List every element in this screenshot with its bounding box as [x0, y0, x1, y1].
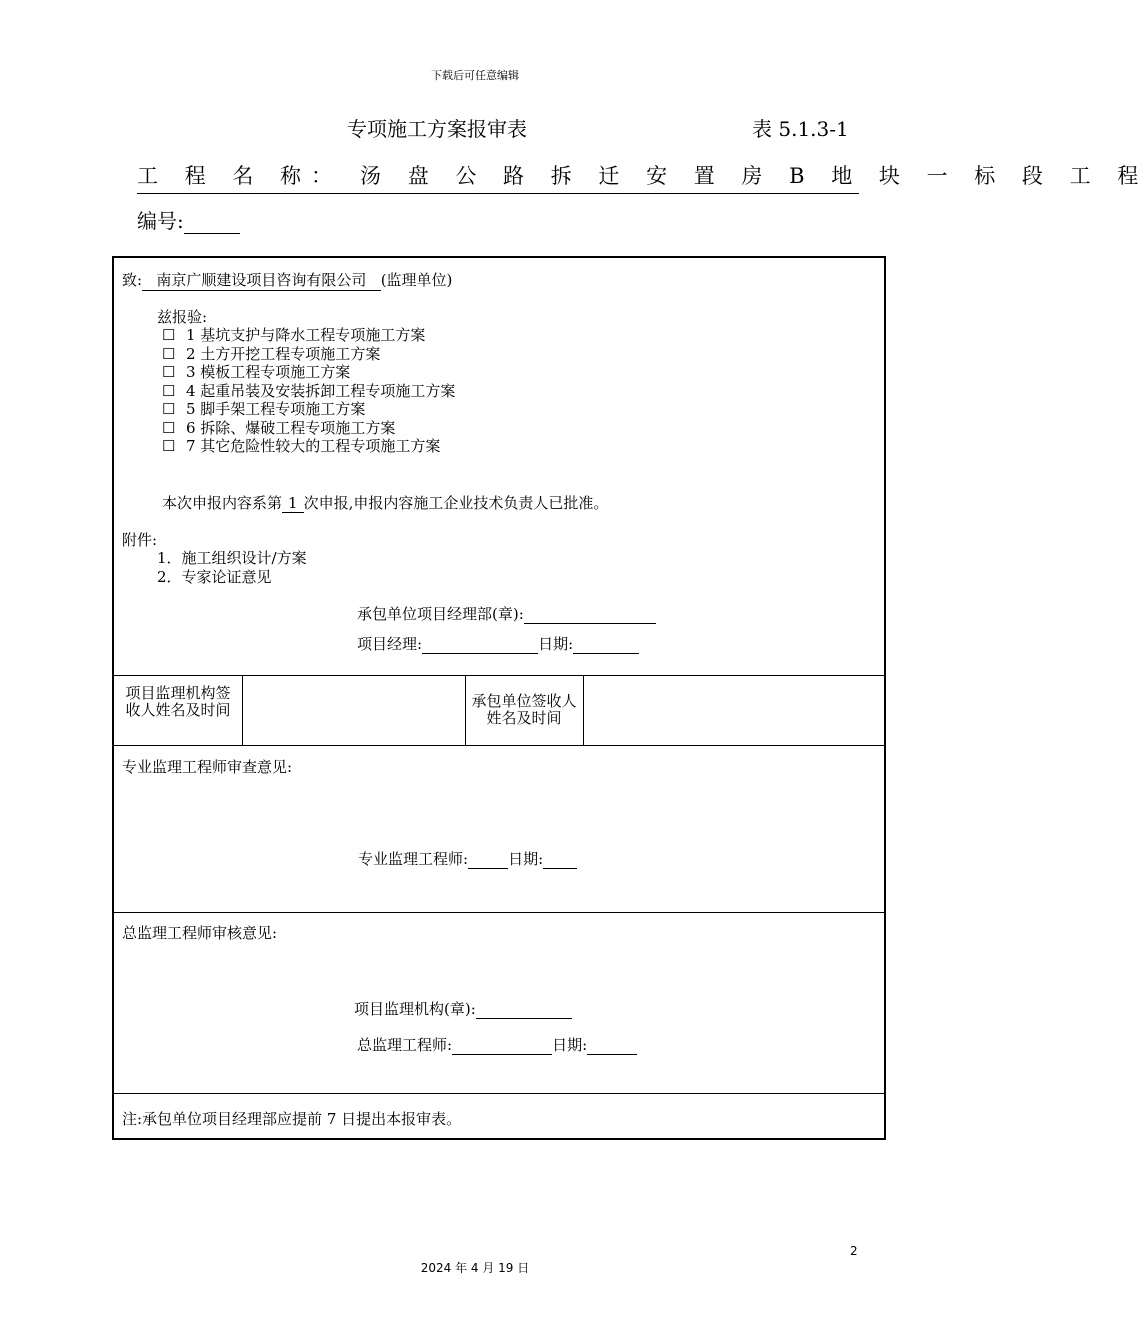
review-form-table: [112, 256, 886, 1140]
checkbox-icon[interactable]: ☐: [162, 326, 176, 344]
supervision-org-seal: 项目监理机构(章):: [354, 998, 572, 1019]
checkbox-icon[interactable]: ☐: [162, 363, 176, 381]
number-line: [137, 205, 240, 234]
engineer-signature: 专业监理工程师: 日期:: [358, 848, 577, 869]
divider: [583, 675, 584, 745]
form-note: 注:承包单位项目经理部应提前 7 日提出本报审表。: [122, 1110, 462, 1128]
plan-item: ☐ 1 基坑支护与降水工程专项施工方案: [162, 326, 426, 344]
chief-engineer-signature: 总监理工程师: 日期:: [357, 1034, 637, 1055]
header-note: 下载后可任意编辑: [431, 69, 519, 82]
addressee-line: [122, 269, 452, 291]
checkbox-icon[interactable]: ☐: [162, 382, 176, 400]
checkbox-icon[interactable]: ☐: [162, 400, 176, 418]
chief-review-label: 总监理工程师审核意见:: [122, 924, 278, 942]
addressee-suffix: (监理单位): [380, 271, 453, 289]
addressee-prefix: 致:: [122, 271, 143, 289]
divider: [114, 675, 884, 676]
project-name-value: 汤 盘 公 路 拆 迁 安 置 房 B 地 块 一 标 段 工 程: [360, 164, 1148, 188]
plan-item: ☐ 5 脚手架工程专项施工方案: [162, 400, 366, 418]
plan-item: ☐ 2 土方开挖工程专项施工方案: [162, 345, 381, 363]
divider: [114, 745, 884, 746]
supervision-sign-label: 项目监理机构签收人姓名及时间: [125, 684, 231, 719]
attachment-item: 2．专家论证意见: [157, 568, 272, 586]
attachment-item: 1．施工组织设计/方案: [157, 549, 307, 567]
project-manager-signature: 项目经理: 日期:: [357, 633, 639, 654]
page-number: 2: [850, 1244, 858, 1258]
form-title: 专项施工方案报审表: [347, 117, 527, 141]
checkbox-icon[interactable]: ☐: [162, 345, 176, 363]
checkbox-icon[interactable]: ☐: [162, 437, 176, 455]
divider: [114, 912, 884, 913]
number-label: 编号:: [137, 209, 184, 233]
divider: [114, 1093, 884, 1094]
engineer-review-label: 专业监理工程师审查意见:: [122, 758, 293, 776]
plan-item: ☐ 3 模板工程专项施工方案: [162, 363, 351, 381]
form-code: 表 5.1.3-1: [752, 117, 849, 141]
contractor-sign-label: 承包单位签收人姓名及时间: [471, 692, 577, 727]
submit-intro: 兹报验:: [157, 308, 208, 326]
footer-date: 2024 年 4 月 19 日: [420, 1261, 530, 1275]
plan-item: ☐ 4 起重吊装及安装拆卸工程专项施工方案: [162, 382, 456, 400]
divider: [242, 675, 243, 745]
project-name-label: 工 程 名 称：: [137, 164, 343, 188]
plan-item: ☐ 7 其它危险性较大的工程专项施工方案: [162, 437, 441, 455]
checkbox-icon[interactable]: ☐: [162, 419, 176, 437]
divider: [465, 675, 466, 745]
project-name-line: [137, 160, 1148, 194]
submission-count: 1: [282, 494, 304, 513]
plan-item: ☐ 6 拆除、爆破工程专项施工方案: [162, 419, 396, 437]
submission-statement: 本次申报内容系第 1 次申报,申报内容施工企业技术负责人已批准。: [162, 494, 609, 512]
attachments-label: 附件:: [122, 531, 158, 549]
addressee-company: 南京广顺建设项目咨询有限公司: [142, 269, 381, 291]
contractor-dept-signature: 承包单位项目经理部(章):: [357, 603, 656, 624]
